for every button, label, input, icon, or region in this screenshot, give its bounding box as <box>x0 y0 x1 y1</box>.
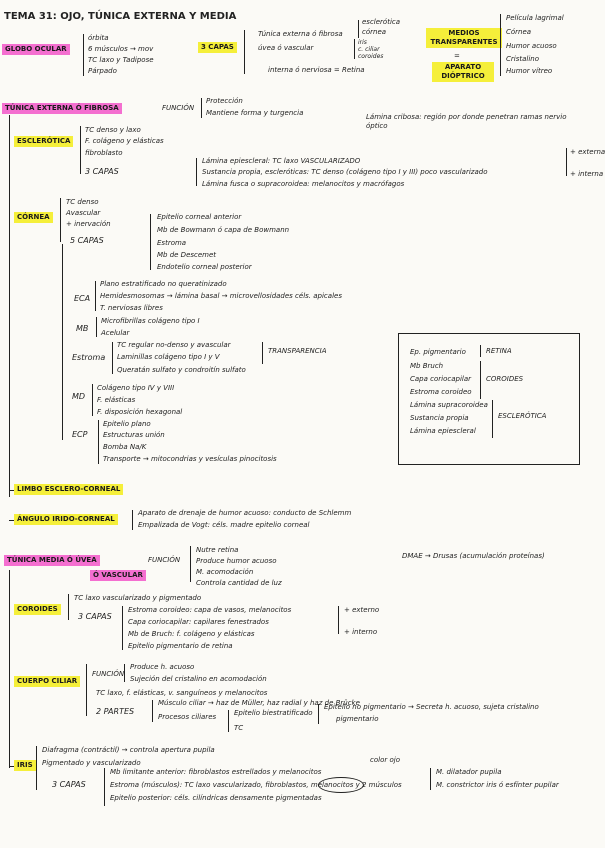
coroides-capa: Mb de Bruch: f. colágeno y elásticas <box>128 630 255 638</box>
medio-item: Córnea <box>506 28 532 36</box>
funcion-label: FUNCIÓN <box>148 556 181 564</box>
box-row: Sustancia propia <box>410 414 469 422</box>
brace <box>196 158 197 186</box>
tunica-externa-heading: TÚNICA EXTERNA Ó FIBROSA <box>2 103 122 114</box>
globo-item: Párpado <box>88 67 117 75</box>
iris-capa: Epitelio posterior: céls. cilíndricas densamente pigmentadas <box>110 794 322 802</box>
ecp-item: Transporte → mitocondrias y vesículas pinocitosis <box>103 455 277 463</box>
cornea-item: + inervación <box>66 220 111 228</box>
brace <box>95 281 96 311</box>
ecp-item: Epitelio plano <box>103 420 151 428</box>
escl-side: + externa <box>570 148 605 156</box>
funcion-item: Mantiene forma y turgencia <box>206 109 304 117</box>
capa-item: úvea ó vascular <box>258 44 314 52</box>
brace <box>112 342 113 374</box>
brace <box>190 546 191 582</box>
funcion-item: M. acomodación <box>196 568 254 576</box>
box-label-esclerotica: ESCLERÓTICA <box>498 412 547 420</box>
brace <box>201 98 202 118</box>
funcion-item: Nutre retina <box>196 546 239 554</box>
estroma-item: TC regular no-denso y avascular <box>117 341 231 349</box>
vascular-sub: coroides <box>358 53 384 60</box>
transparencia-label: TRANSPARENCIA <box>268 347 327 355</box>
box-row: Capa coriocapilar <box>410 375 472 383</box>
cuerpo-item: TC laxo, f. elásticas, v. sanguíneos y melanocitos <box>96 689 268 697</box>
eca-item: T. nerviosas libres <box>100 304 163 312</box>
coroides-item: 3 CAPAS <box>78 612 112 621</box>
brace <box>318 704 319 724</box>
brace <box>492 400 493 438</box>
procesos-item: TC <box>234 724 244 732</box>
estroma-label: Estroma <box>72 353 106 362</box>
eca-item: Plano estratificado no queratinizado <box>100 280 227 288</box>
vascular-sub: c. ciliar <box>358 46 380 53</box>
md-label: MD <box>72 392 86 401</box>
cornea-item: TC denso <box>66 198 99 206</box>
ecp-item: Estructuras unión <box>103 431 165 439</box>
box-row: Ep. pigmentario <box>410 348 466 356</box>
box-label-retina: RETINA <box>486 347 512 355</box>
coroides-heading: COROIDES <box>14 604 61 615</box>
brace <box>566 148 567 176</box>
coroides-item: TC laxo vascularizado y pigmentado <box>74 594 202 602</box>
box-row: Lámina epiescleral <box>410 427 476 435</box>
cornea-capa: Estroma <box>157 239 187 247</box>
medio-item: Humor vítreo <box>506 67 553 75</box>
brace <box>244 30 245 74</box>
brace <box>150 214 151 270</box>
estroma-item: Laminillas colágeno tipo I y V <box>117 353 220 361</box>
cornea-capa: Endotelio corneal posterior <box>157 263 252 271</box>
iris-item: Diafragma (contráctil) → controla apertura pupila <box>42 746 215 754</box>
dmae-note: DMAE → Drusas (acumulación proteínas) <box>402 552 545 560</box>
escl-capa: Sustancia propia, escleróticas: TC denso (colágeno tipo I y III) poco vascularizado <box>202 168 488 176</box>
escl-item: TC denso y laxo <box>85 126 141 134</box>
coroides-capa: Estroma coroideo: capa de vasos, melanocitos <box>128 606 292 614</box>
ecp-label: ECP <box>72 430 88 439</box>
melanocitos-circle <box>318 777 364 793</box>
iris-capa: Estroma (músculos): TC laxo vascularizado, fibroblastos, melanocitos y 2 músculos <box>110 781 402 789</box>
md-item: Colágeno tipo IV y VIII <box>97 384 175 392</box>
coroides-capa: Capa coriocapilar: capilares fenestrados <box>128 618 269 626</box>
iris-item: 3 CAPAS <box>52 780 86 789</box>
capa-item: Túnica externa ó fibrosa <box>258 30 343 38</box>
angulo-item: Empalizada de Vogt: céls. madre epitelio corneal <box>138 521 310 529</box>
coroides-side: + interno <box>344 628 378 636</box>
aparato-dioptrico: APARATO DIÓPTRICO <box>432 62 494 82</box>
tunica-media-heading: TÚNICA MEDIA Ó ÚVEA <box>4 555 100 566</box>
parte-item: Procesos ciliares <box>158 713 217 721</box>
brace <box>98 420 99 464</box>
escl-capa: Lámina epiescleral: TC laxo VASCULARIZADO <box>202 157 361 165</box>
brace <box>124 664 125 682</box>
cuerpo-item: 2 PARTES <box>96 707 135 716</box>
fibrosa-sub: córnea <box>362 28 387 36</box>
iris-capa: Mb limitante anterior: fibroblastos estrellados y melanocitos <box>110 768 322 776</box>
medio-item: Cristalino <box>506 55 540 63</box>
tunica-media-heading-2: Ó VASCULAR <box>90 570 146 581</box>
esclerotica-heading: ESCLERÓTICA <box>14 136 73 147</box>
procesos-item: Epitelio biestratificado <box>234 709 313 717</box>
section-connector <box>9 570 10 768</box>
tres-capas-label: 3 CAPAS <box>198 42 237 53</box>
brace <box>480 361 481 399</box>
fibrosa-sub: esclerótica <box>362 18 401 26</box>
funcion-item: Controla cantidad de luz <box>196 579 282 587</box>
mb-item: Microfibrillas colágeno tipo I <box>101 317 200 325</box>
funcion-label: FUNCIÓN <box>162 104 195 112</box>
brace <box>358 20 359 38</box>
brace <box>92 384 93 416</box>
brace <box>80 126 81 174</box>
section-connector <box>9 115 10 497</box>
cuerpo-funcion-item: Produce h. acuoso <box>130 663 195 671</box>
eca-label: ECA <box>74 294 91 303</box>
cuerpo-funcion-item: Sujeción del cristalino en acomodación <box>130 675 267 683</box>
capa-item: interna ó nerviosa = Retina <box>268 66 365 74</box>
vascular-sub: iris <box>358 39 367 46</box>
epitelio-item: pigmentario <box>336 715 379 723</box>
escl-side: + interna <box>570 170 604 178</box>
mb-label: MB <box>76 324 89 333</box>
ecp-item: Bomba Na/K <box>103 443 147 451</box>
brace <box>430 768 431 790</box>
coroides-side: + externo <box>344 606 380 614</box>
cornea-capa: Mb de Bowmann ó capa de Bowmann <box>157 226 290 234</box>
coroides-capa: Epitelio pigmentario de retina <box>128 642 233 650</box>
cornea-capa: Mb de Descemet <box>157 251 217 259</box>
escl-item: 3 CAPAS <box>85 167 119 176</box>
brace <box>86 664 87 716</box>
musculo-item: M. dilatador pupila <box>436 768 502 776</box>
box-row: Lámina supracoroidea <box>410 401 488 409</box>
cuerpo-ciliar-heading: CUERPO CILIAR <box>14 676 80 687</box>
brace <box>68 594 69 620</box>
brace <box>500 14 501 76</box>
escl-capa: Lámina fusca o supracoroidea: melanocitos y macrófagos <box>202 180 405 188</box>
box-row: Mb Bruch <box>410 362 444 370</box>
escl-item: fibroblasto <box>85 149 123 157</box>
brace <box>132 510 133 530</box>
cornea-capa: Epitelio corneal anterior <box>157 213 242 221</box>
medio-item: Película lagrimal <box>506 14 564 22</box>
parte-item: Músculo ciliar → haz de Müller, haz radial y haz de Brücke <box>158 699 360 707</box>
angulo-item: Aparato de drenaje de humor acuoso: conducto de Schlemm <box>138 509 352 517</box>
page-title: TEMA 31: OJO, TÚNICA EXTERNA Y MEDIA <box>4 11 237 22</box>
md-item: F. elásticas <box>97 396 136 404</box>
globo-ocular-heading: GLOBO OCULAR <box>2 44 70 55</box>
lamina-cribosa-note: Lámina cribosa: región por donde penetran ramas nervio óptico <box>366 113 567 130</box>
brace <box>96 317 97 337</box>
musculo-item: M. constrictor iris ó esfínter pupilar <box>436 781 559 789</box>
brace <box>122 606 123 650</box>
color-ojo-note: color ojo <box>370 756 400 764</box>
limbo-heading: LIMBO ESCLERO-CORNEAL <box>14 484 123 495</box>
brace <box>354 39 355 59</box>
brace <box>480 345 481 357</box>
cornea-heading: CÓRNEA <box>14 212 53 223</box>
cornea-item: 5 CAPAS <box>70 236 104 245</box>
cornea-item: Avascular <box>66 209 101 217</box>
brace <box>228 710 229 732</box>
md-item: F. disposición hexagonal <box>97 408 183 416</box>
box-row: Estroma coroideo <box>410 388 472 396</box>
mb-item: Acelular <box>101 329 130 337</box>
medios-transparentes: MEDIOS TRANSPARENTES <box>426 28 502 48</box>
brace <box>152 700 153 722</box>
iris-heading: IRIS <box>14 760 36 771</box>
brace <box>60 198 61 242</box>
box-label-coroides: COROIDES <box>486 375 524 383</box>
medio-item: Humor acuoso <box>506 42 557 50</box>
estroma-item: Queratán sulfato y condroitín sulfato <box>117 366 246 374</box>
brace <box>36 746 37 790</box>
globo-item: 6 músculos → mov <box>88 45 154 53</box>
funcion-item: Produce humor acuoso <box>196 557 277 565</box>
globo-item: TC laxo y Tadipose <box>88 56 154 64</box>
epitelio-item: Epitelio no pigmentario → Secreta h. acuoso, sujeta cristalino <box>324 703 539 711</box>
eca-item: Hemidesmosomas → lámina basal → microvellosidades céls. apicales <box>100 292 342 300</box>
cornea-connector <box>62 244 63 440</box>
brace <box>338 606 339 634</box>
angulo-heading: ÁNGULO IRIDO-CORNEAL <box>14 514 118 525</box>
globo-item: órbita <box>88 34 109 42</box>
equals-mark: = <box>454 52 460 60</box>
iris-item: Pigmentado y vascularizado <box>42 759 141 767</box>
escl-item: F. colágeno y elásticas <box>85 137 164 145</box>
funcion-item: Protección <box>206 97 243 105</box>
brace <box>83 34 84 76</box>
brace <box>262 342 263 364</box>
cuerpo-funcion-label: FUNCIÓN <box>92 670 125 678</box>
brace <box>104 768 105 806</box>
